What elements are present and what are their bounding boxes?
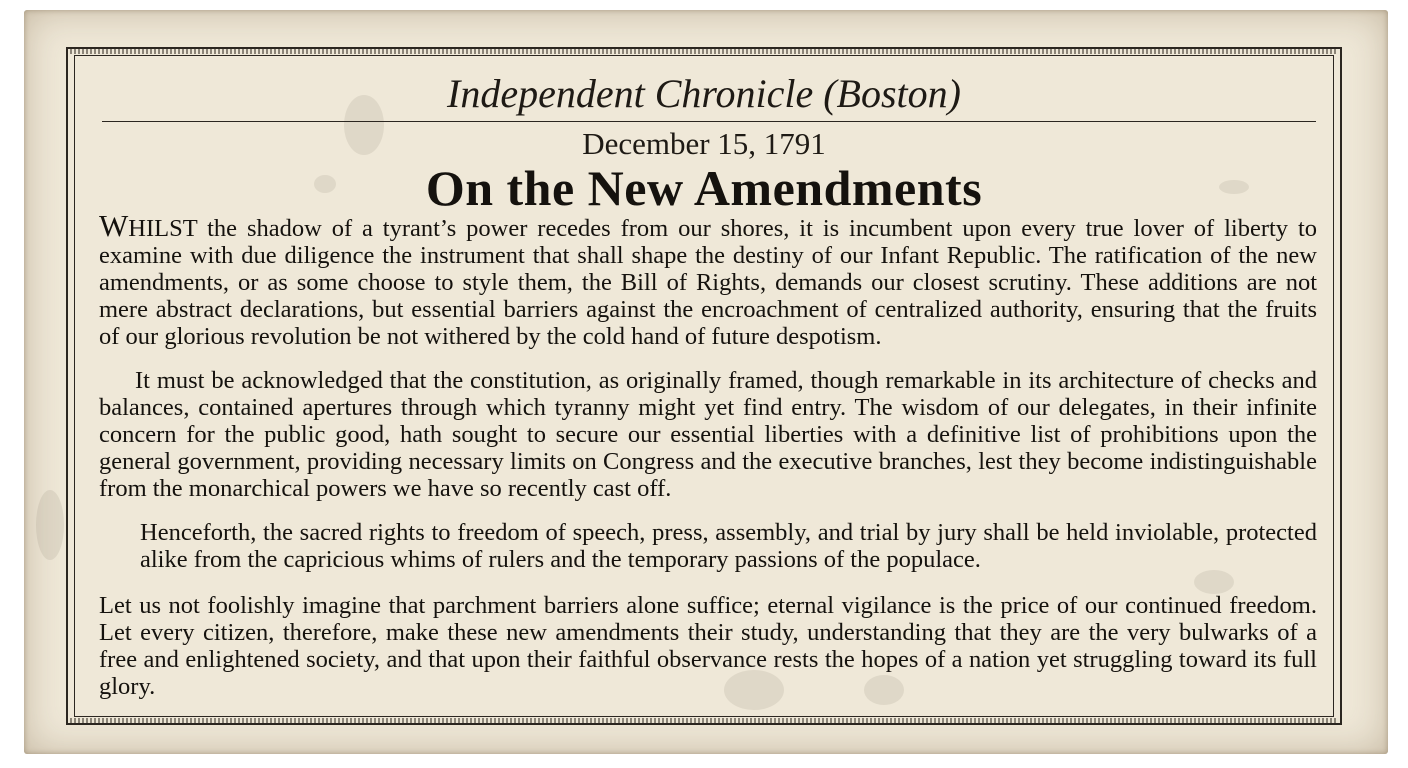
masthead-rule xyxy=(102,121,1316,122)
border-ornament-bottom xyxy=(70,718,1338,723)
article-paragraph-3: Henceforth, the sacred rights to freedom of speech, press, assembly, and trial by jury shall be held inviolable, protected alike from the capricious whims of rulers and the temporary passions of the populace. xyxy=(140,519,1317,573)
paragraph-1-text: HILST the shadow of a tyrant’s power recedes from our shores, it is incumbent upon every true lover of liberty to examine with due diligence the instrument that shall shape the destiny of our Infant Republic. The ratification of the new amendments, or as some choose to style them, the Bill of Rights, demands our closest scrutiny. These additions are not mere abstract declarations, but essential barriers against the encroachment of centralized authority, ensuring that the fruits of our glorious revolution be not withered by the cold hand of future despotism. xyxy=(99,215,1317,350)
border-ornament-top xyxy=(70,49,1338,54)
dateline: December 15, 1791 xyxy=(582,126,826,161)
article-headline: On the New Amendments xyxy=(425,160,983,216)
drop-cap: W xyxy=(99,208,129,243)
ink-stain xyxy=(36,490,64,560)
article-paragraph-1 xyxy=(99,208,1317,350)
article-paragraph-4: Let us not foolishly imagine that parchment barriers alone suffice; eternal vigilance is the price of our continued freedom. Let every citizen, therefore, make these new amendments their study, understanding that they are the very bulwarks of a free and enlightened society, and that upon their faithful observance rests the hopes of a nation yet struggling toward its full glory. xyxy=(99,592,1317,700)
article-paragraph-2: It must be acknowledged that the constitution, as originally framed, though remarkable in its architecture of checks and balances, contained apertures through which tyranny might yet find entry. The wisdom of our delegates, in their infinite concern for the public good, hath sought to secure our essential liberties with a definitive list of prohibitions upon the general government, providing necessary limits on Congress and the executive branches, lest they become indistinguishable from the monarchical powers we have so recently cast off. xyxy=(99,367,1317,502)
masthead: Independent Chronicle (Boston) xyxy=(447,71,961,116)
